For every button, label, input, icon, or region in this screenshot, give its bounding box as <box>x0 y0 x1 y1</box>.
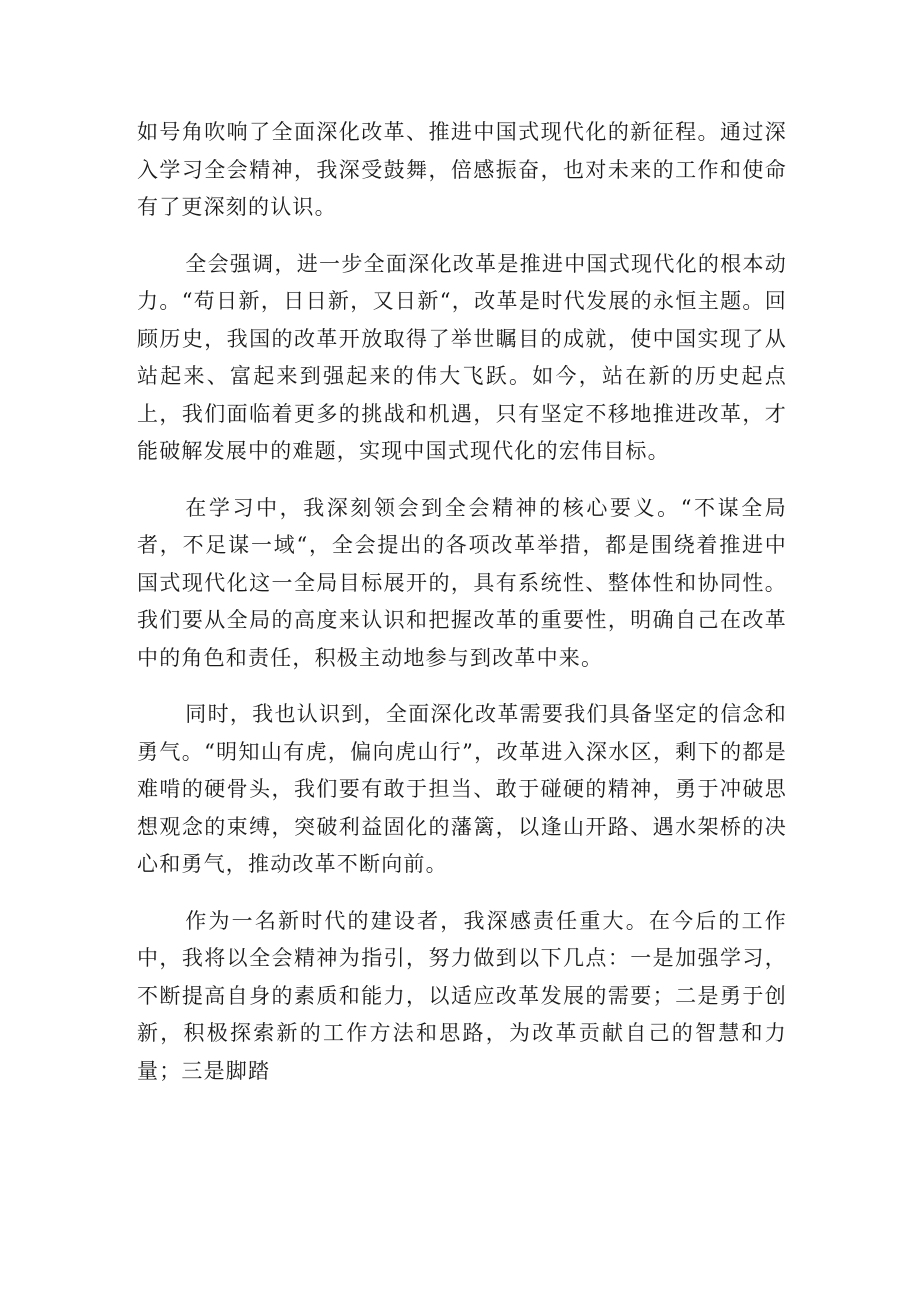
paragraph-2: 全会强调，进一步全面深化改革是推进中国式现代化的根本动力。“苟日新，日日新，又日新“，改革是时代发展的永恒主题。回顾历史，我国的改革开放取得了举世瞩目的成就，使中国实现了从站起来、富起来到强起来的伟大飞跃。如今，站在新的历史起点上，我们面临着更多的挑战和机遇，只有坚定不移地推进改革，才能破解发展中的难题，实现中国式现代化的宏伟目标。 <box>137 251 787 463</box>
document-body <box>137 114 787 1109</box>
paragraph-5: 作为一名新时代的建设者，我深感责任重大。在今后的工作中，我将以全会精神为指引，努力做到以下几点：一是加强学习，不断提高自身的素质和能力，以适应改革发展的需要；二是勇于创新，积极探索新的工作方法和思路，为改革贡献自己的智慧和力量；三是脚踏 <box>137 908 787 1083</box>
paragraph-4: 同时，我也认识到，全面深化改革需要我们具备坚定的信念和勇气。“明知山有虎，偏向虎山行”，改革进入深水区，剩下的都是难啃的硬骨头，我们要有敢于担当、敢于碰硬的精神，勇于冲破思想观念的束缚，突破利益固化的藩篱，以逢山开路、遇水架桥的决心和勇气，推动改革不断向前。 <box>137 702 787 876</box>
paragraph-1: 如号角吹响了全面深化改革、推进中国式现代化的新征程。通过深入学习全会精神，我深受鼓舞，倍感振奋，也对未来的工作和使命有了更深刻的认识。 <box>137 120 787 219</box>
paragraph-3: 在学习中，我深刻领会到全会精神的核心要义。“不谋全局者，不足谋一域“，全会提出的各项改革举措，都是围绕着推进中国式现代化这一全局目标展开的，具有系统性、整体性和协同性。我们要从全局的高度来认识和把握改革的重要性，明确自己在改革中的角色和责任，积极主动地参与到改革中来。 <box>137 495 787 670</box>
